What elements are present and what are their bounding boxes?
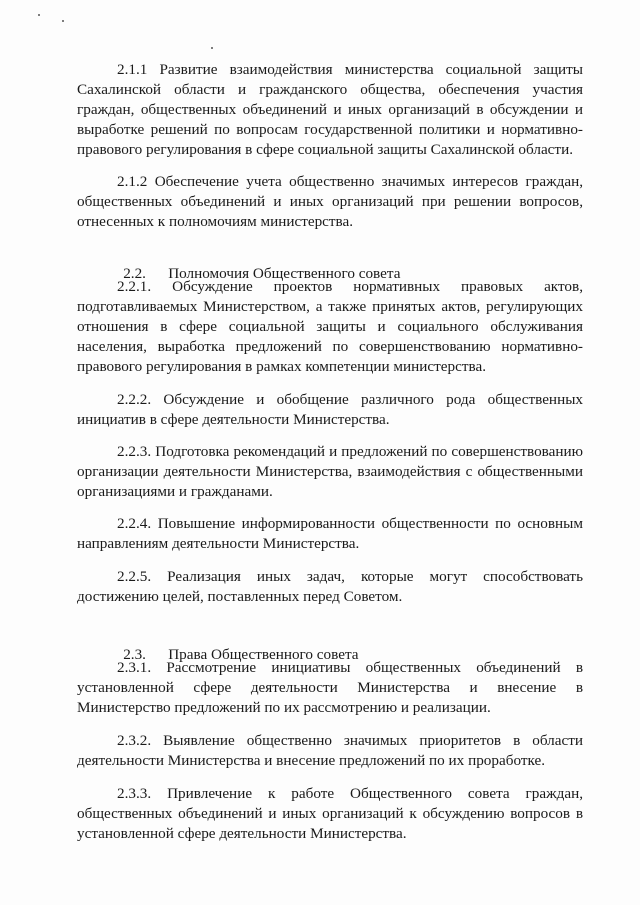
paragraph-2-2-5: 2.2.5. Реализация иных задач, которые могут способствовать достижению целей, поставленных перед Советом. [77,568,583,605]
paragraph-2-3-1: 2.3.1. Рассмотрение инициативы общественных объединений в установленной сфере деятельности Министерства и внесение в Министерство предложений по их рассмотрению и реализации. [77,659,583,716]
paragraph-2-2-2: 2.2.2. Обсуждение и обобщение различного рода общественных инициатив в сфере деятельности Министерства. [77,391,583,428]
paragraph-2-1-1: 2.1.1 Развитие взаимодействия министерства социальной защиты Сахалинской области и гражданского общества, обеспечения участия граждан, общественных объединений и иных организаций в обсуждении и выработке решений по вопросам государственной политики и нормативно-правового регулирования в сфере социальной защиты Сахалинской области. [77,61,583,158]
paragraph-2-2-3: 2.2.3. Подготовка рекомендаций и предложений по совершенствованию организации деятельности Министерства, взаимодействия с общественными организациями и гражданами. [77,443,583,500]
paragraph-2-3-3: 2.3.3. Привлечение к работе Общественного совета граждан, общественных объединений и иных организаций к обсуждению вопросов в установленной сфере деятельности Министерства. [77,785,583,842]
scan-speck [62,20,64,22]
paragraph-2-2-1: 2.2.1. Обсуждение проектов нормативных правовых актов, подготавливаемых Министерством, а также принятых актов, регулирующих отношения в сфере социальной защиты и социального обслуживания населения, выработка предложений по совершенствованию нормативно-правового регулирования в рамках компетенции министерства. [77,278,583,375]
scan-speck [211,47,213,49]
heading-number: 2.2. [123,265,146,282]
paragraph-2-2-4: 2.2.4. Повышение информированности общественности по основным направлениям деятельности Министерства. [77,515,583,552]
heading-title: Полномочия Общественного совета [168,265,401,282]
scan-speck [38,14,40,16]
paragraph-2-1-2: 2.1.2 Обеспечение учета общественно значимых интересов граждан, общественных объединений и иных организаций при решении вопросов, отнесенных к полномочиям министерства. [77,173,583,230]
heading-title: Права Общественного совета [168,646,359,663]
paragraph-2-3-2: 2.3.2. Выявление общественно значимых приоритетов в области деятельности Министерства и внесение предложений по их проработке. [77,732,583,769]
heading-number: 2.3. [123,646,146,663]
